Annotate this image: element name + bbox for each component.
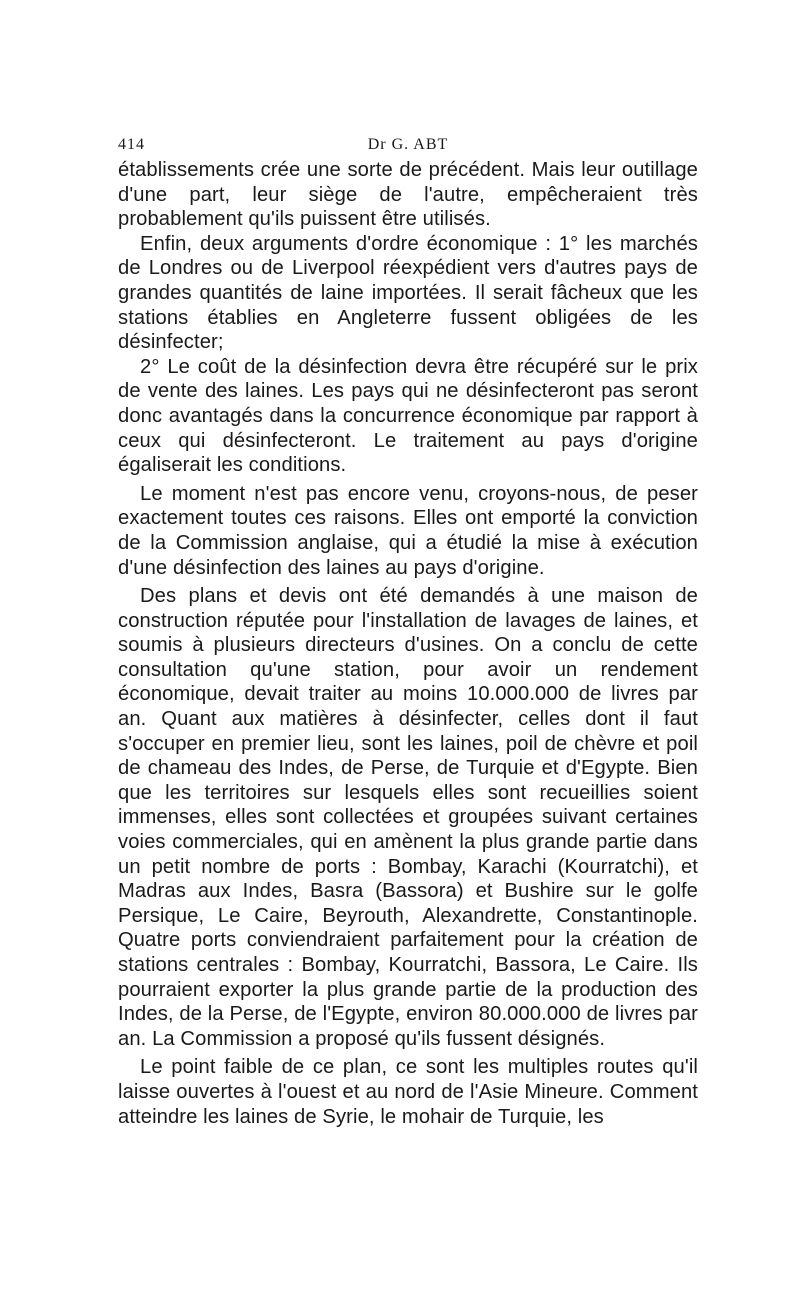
paragraph-1: établissements crée une sorte de précédent. Mais leur outillage d'une part, leur siège de l'autre, empêcheraient très probablement qu'ils puissent être utilisés. [118, 159, 698, 231]
running-head [118, 128, 698, 158]
book-page [118, 128, 698, 1129]
paragraph-2: Enfin, deux arguments d'ordre économique : 1° les marchés de Londres ou de Liverpool réexpédient vers d'autres pays de grandes quantités de laine importées. Il serait fâcheux que les stations établies en Angleterre fussent obligées de les désinfecter; [118, 232, 698, 354]
paragraph-6: Le point faible de ce plan, ce sont les multiples routes qu'il laisse ouvertes à l'ouest et au nord de l'Asie Mineure. Comment atteindre les laines de Syrie, le mohair de Turquie, les [118, 1056, 698, 1128]
page-number: 414 [118, 136, 145, 153]
body-text [118, 158, 698, 1129]
paragraph-5: Des plans et devis ont été demandés à une maison de construction réputée pour l'installation de lavages de laines, et soumis à plusieurs directeurs d'usines. On a conclu de cette consultation qu'une station, pour avoir un rendement économique, devait traiter au moins 10.000.000 de livres par an. Quant aux matières à désinfecter, celles dont il faut s'occuper en premier lieu, sont les laines, poil de chèvre et poil de chameau des Indes, de Perse, de Turquie et d'Egypte. Bien que les territoires sur lesquels elles sont recueillies soient immenses, elles sont collectées et groupées suivant certaines voies commerciales, qui en amènent la plus grande partie dans un petit nombre de ports : Bombay, Karachi (Kourratchi), et Madras aux Indes, Basra (Bassora) et Bushire sur le golfe Persique, Le Caire, Beyrouth, Alexandrette, Constantinople. Quatre ports conviendraient parfaitement pour la création de stations centrales : Bombay, Kourratchi, Bassora, Le Caire. Ils pourraient exporter la plus grande partie de la production des Indes, de la Perse, de l'Egypte, environ 80.000.000 de livres par an. La Commission a proposé qu'ils fussent désignés. [118, 585, 698, 1050]
paragraph-4: Le moment n'est pas encore venu, croyons-nous, de peser exactement toutes ces raisons. Elles ont emporté la conviction de la Commission anglaise, qui a étudié la mise à exécution d'une désinfection des laines au pays d'origine. [118, 482, 698, 579]
paragraph-3: 2° Le coût de la désinfection devra être récupéré sur le prix de vente des laines. Les pays qui ne désinfecteront pas seront donc avantagés dans la concurrence économique par rapport à ceux qui désinfecteront. Le traitement au pays d'origine égaliserait les conditions. [118, 355, 698, 477]
running-title: Dr G. ABT [367, 136, 449, 153]
